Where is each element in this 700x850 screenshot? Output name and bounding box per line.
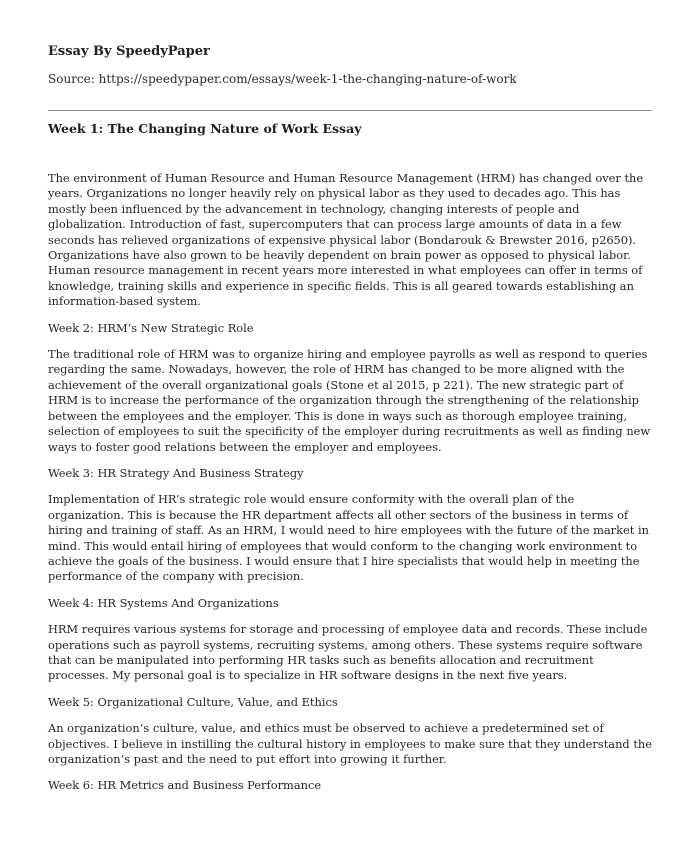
paragraph-week-2: The traditional role of HRM was to organize hiring and employee payrolls as well as respond to queries regarding the same. Nowadays, however, the role of HRM has changed to be more aligned with the achievement of the overall organizational goals (Stone et al 2015, p 221). The new strategic part of HRM is to increase the performance of the organization through the strengthening of the relationship between the employees and the employer. This is done in ways such as thorough employee training, selection of employees to suit the specificity of the employer during recruitments as well as finding new ways to foster good relations between the employer and employees. [48, 347, 651, 454]
essay-body [48, 171, 654, 805]
section-heading-week-4: Week 4: HR Systems And Organizations [48, 595, 279, 610]
brand-title: Essay By SpeedyPaper [48, 44, 210, 59]
section-heading-week-6: Week 6: HR Metrics and Business Performance [48, 778, 322, 793]
paragraph-week-3: Implementation of HR’s strategic role would ensure conformity with the overall plan of the organization. This is because the HR department affects all other sectors of the business in terms of hiring and training of staff. As an HRM, I would need to hire employees with the future of the market in mind. This would entail hiring of employees that would conform to the changing work environment to achieve the goals of the business. I would ensure that I hire specialists that would help in meeting the performance of the company with precision. [48, 492, 649, 584]
paragraph-week-5: An organization’s culture, value, and ethics must be observed to achieve a predetermined set of objectives. I believe in instilling the cultural history in employees to make sure that they understand the organization’s past and the need to put effort into growing it further. [48, 721, 652, 766]
section-heading-week-3: Week 3: HR Strategy And Business Strategy [48, 465, 304, 480]
paragraph-week-4: HRM requires various systems for storage and processing of employee data and records. These include operations such as payroll systems, recruiting systems, among others. These systems require software that can be manipulated into performing HR tasks such as benefits allocation and recruitment processes. My personal goal is to specialize in HR software designs in the next five years. [48, 622, 648, 683]
source-line: Source: https://speedypaper.com/essays/week-1-the-changing-nature-of-work [48, 72, 517, 86]
paragraph-intro: The environment of Human Resource and Human Resource Management (HRM) has changed over the years. Organizations no longer heavily rely on physical labor as they used to decades ago. This has mostly been influenced by the advancement in technology, changing interests of people and globalization. Introduction of fast, supercomputers that can process large amounts of data in a few seconds has relieved organizations of expensive physical labor (Bondarouk & Brewster 2016, p2650). Organizations have also grown to be heavily dependent on brain power as opposed to physical labor. Human resource management in recent years more interested in what employees can offer in terms of knowledge, training skills and experience in specific fields. This is all geared towards establishing an information-based system. [48, 171, 644, 309]
essay-title: Week 1: The Changing Nature of Work Essay [48, 121, 362, 136]
header-divider [48, 110, 652, 111]
section-heading-week-2: Week 2: HRM’s New Strategic Role [48, 320, 254, 335]
section-heading-week-5: Week 5: Organizational Culture, Value, and Ethics [48, 694, 338, 709]
